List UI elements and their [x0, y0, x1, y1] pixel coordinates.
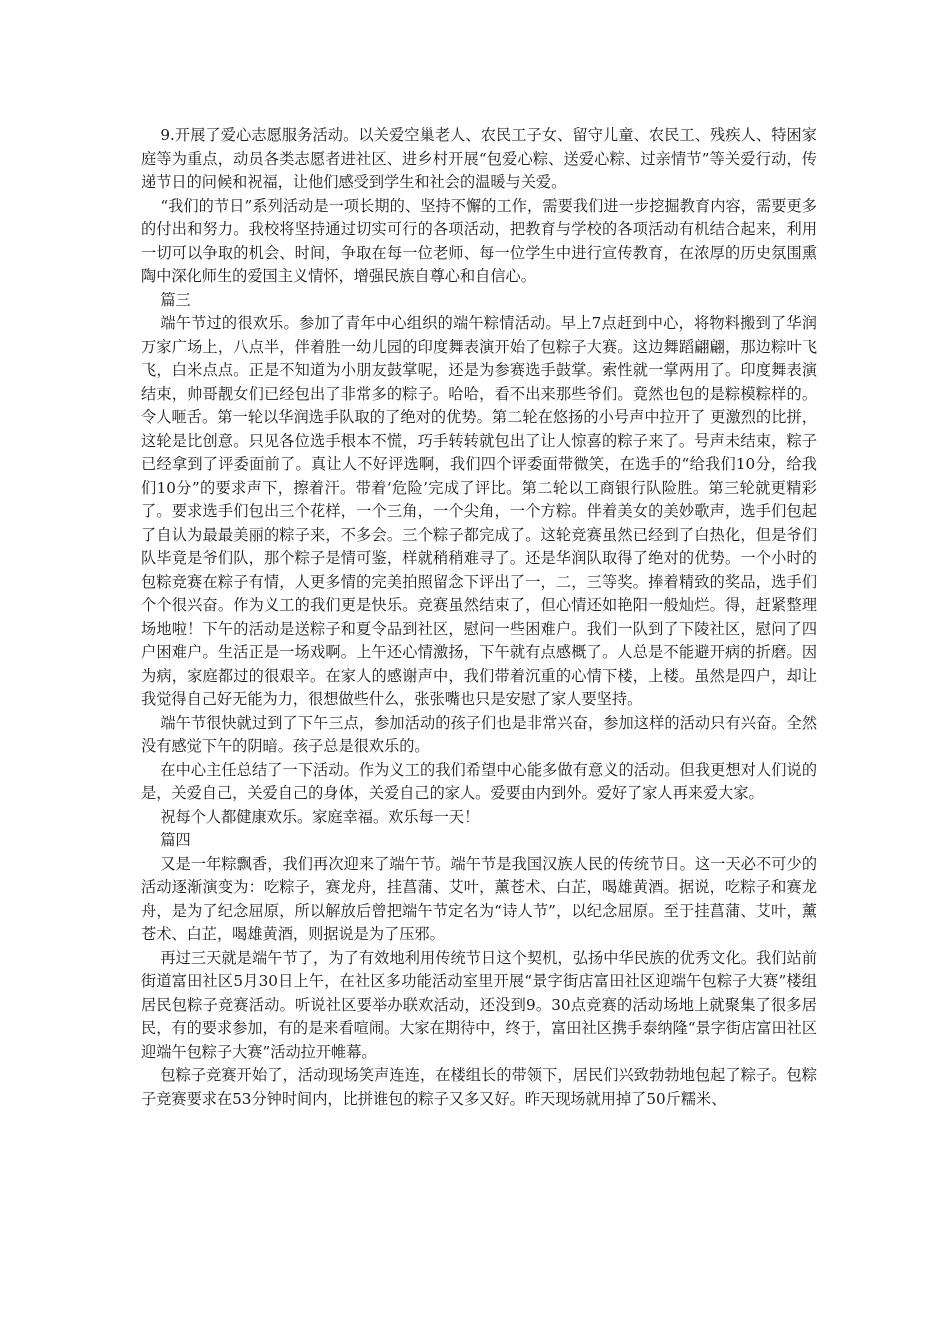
- paragraph-wishes: 祝每个人都健康欢乐。家庭幸福。欢乐每一天！: [160, 807, 480, 826]
- section-heading-part-four: 篇四: [160, 831, 191, 849]
- paragraph-contest-start: 包粽子竞赛开始了，活动现场笑声连连，在楼组长的带领下，居民们兴致勃勃地包起了粽子。包粽子竞赛要求在53分钟时间内，比拼谁包的粽子又多又好。昨天现场就用掉了50斤糯米、: [141, 1066, 817, 1108]
- paragraph-afternoon-kids: 端午节很快就过到了下午三点，参加活动的孩子们也是非常兴奋，参加这样的活动只有兴奋。全然没有感觉下午的阴暗。孩子总是很欢乐的。: [141, 713, 817, 755]
- paragraph-community-contest: 再过三天就是端午节了，为了有效地利用传统节日这个契机，弘扬中华民族的优秀文化。我们站前街道富田社区5月30日上午，在社区多功能活动室里开展“景字街店富田社区迎端午包粽子大赛”楼组居民包粽子竞赛活动。听说社区要举办联欢活动，还没到9。30点竞赛的活动场地上就聚集了很多居民，有的要求参加，有的是来看喧闹。大家在期待中，终于，富田社区携手泰纳隆“景字街店富田社区迎端午包粽子大赛”活动拉开帷幕。: [141, 948, 818, 1061]
- paragraph-dragon-boat-activity: 端午节过的很欢乐。参加了青年中心组织的端午粽情活动。早上7点赶到中心，将物料搬到了华润万家广场上，八点半，伴着胜一幼儿园的印度舞表演开始了包粽子大赛。这边舞蹈翩翩，那边粽叶飞飞，白米点点。正是不知道为小朋友鼓掌呢，还是为参赛选手鼓掌。索性就一掌两用了。印度舞表演结束，帅哥靓女们已经包出了非常多的粽子。哈哈，看不出来那些爷们。竟然也包的是粽模粽样的。令人咂舌。第一轮以华润选手队取的了绝对的优势。第二轮在悠扬的小号声中拉开了 更激烈的比拼，这轮是比创意。只见各位选手根本不慌，巧手转转就包出了让人惊喜的粽子来了。号声未结束，粽子已经拿到了评委面前了。真让人不好评选啊，我们四个评委面带微笑，在选手的“给我们10分，给我们10分”的要求声下，擦着汗。带着‘危险’完成了评比。第二轮以工商银行队险胜。第三轮就更精彩了。要求选手们包出三个花样，一个三角，一个尖角，一个方粽。伴着美女的美妙歌声，选手们包起了自认为最最美丽的粽子来，不多会。三个粽子都完成了。这轮竞赛虽然已经到了白热化，但是爷们队毕竟是爷们队，那个粽子是情可鉴，样就稍稍难寻了。还是华润队取得了绝对的优势。一个小时的包粽竞赛在粽子有情，人更多情的完美拍照留念下评出了一，二，三等奖。捧着精致的奖品，选手们个个很兴奋。作为义工的我们更是快乐。竞赛虽然结束了，但心情还如艳阳一般灿烂。得，赶紧整理场地啦！下午的活动是送粽子和夏令品到社区，慰问一些困难户。我们一队到了下陵社区，慰问了四户困难户。生活正是一场戏啊。上午还心情激扬，下午就有点感概了。人总是不能避开病的折磨。因为病，家庭都过的很艰辛。在家人的感谢声中，我们带着沉重的心情下楼，上楼。虽然是四户，却让我觉得自己好无能为力，很想做些什么，张张嘴也只是安慰了家人要坚持。: [141, 314, 817, 708]
- paragraph-festival-customs: 又是一年粽飘香，我们再次迎来了端午节。端午节是我国汉族人民的传统节日。这一天必不可少的活动逐渐演变为：吃粽子，赛龙舟，挂菖蒲、艾叶，薰苍术、白芷，喝雄黄酒。据说，吃粽子和赛龙舟，是为了纪念屈原，所以解放后曾把端午节定名为“诗人节”，以纪念屈原。至于挂菖蒲、艾叶，薰苍术、白芷，喝雄黄酒，则据说是为了压邪。: [141, 854, 817, 943]
- paragraph-volunteer-service: 9.开展了爱心志愿服务活动。以关爱空巢老人、农民工子女、留守儿童、农民工、残疾人、特困家庭等为重点，动员各类志愿者进社区、进乡村开展“包爱心粽、送爱心粽、过亲情节”等关爱行动，传递节日的问候和祝福，让他们感受到学生和社会的温暖与关爱。: [141, 126, 817, 191]
- paragraph-center-summary: 在中心主任总结了一下活动。作为义工的我们希望中心能多做有意义的活动。但我更想对人们说的是，关爱自己，关爱自己的身体，关爱自己的家人。爱要由内到外。爱好了家人再来爱大家。: [141, 760, 817, 802]
- paragraph-our-festival-summary: “我们的节日”系列活动是一项长期的、坚持不懈的工作，需要我们进一步挖掘教育内容，需要更多的付出和努力。我校将坚持通过切实可行的各项活动，把教育与学校的各项活动有机结合起来，利用一切可以争取的机会、时间，争取在每一位老师、每一位学生中进行宣传教育，在浓厚的历史氛围熏陶中深化师生的爱国主义情怀，增强民族自尊心和自信心。: [141, 196, 817, 285]
- section-heading-part-three: 篇三: [160, 290, 191, 309]
- document-page: [141, 124, 817, 1111]
